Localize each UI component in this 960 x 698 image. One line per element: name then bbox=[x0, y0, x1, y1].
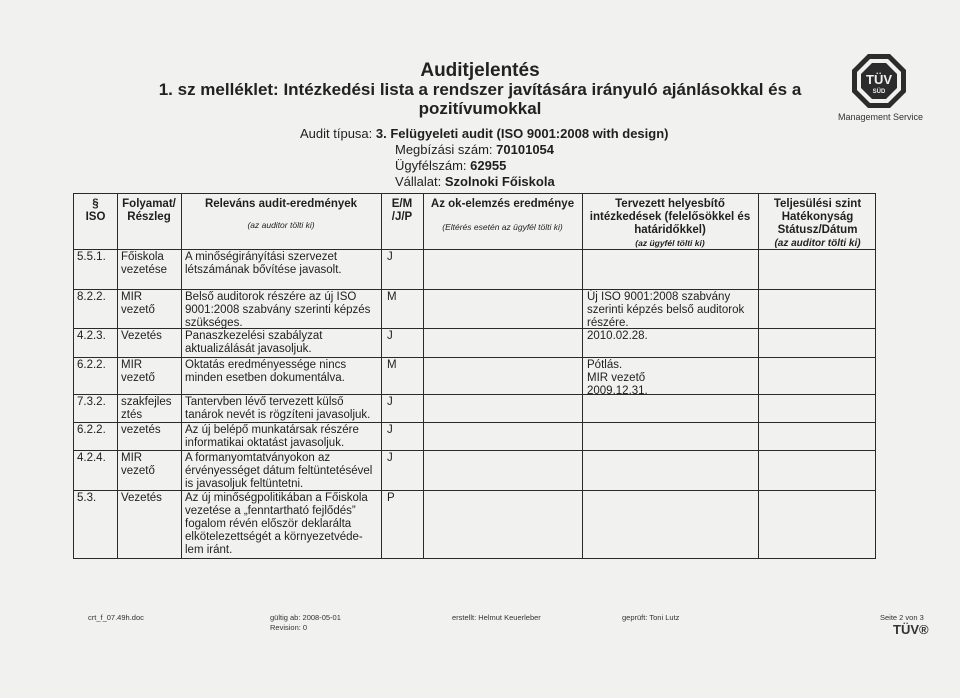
row-finding-line: minden esetben dokumentálva. bbox=[185, 372, 345, 384]
row-process-line: MIR bbox=[121, 359, 143, 371]
logo-sub: SÜD bbox=[872, 89, 886, 95]
company-label: Vállalat: bbox=[395, 174, 442, 189]
row-planned-action-line: részére. bbox=[587, 317, 629, 329]
row-process-line: Főiskola bbox=[121, 251, 164, 263]
row-planned-action-line: 2009.12.31. bbox=[587, 385, 648, 397]
header-cause-note: (Eltérés esetén az ügyfél tölti ki) bbox=[442, 222, 563, 232]
row-finding-line: elkötelezettségét a környezetvéde- bbox=[185, 531, 363, 543]
row-finding bbox=[185, 359, 381, 385]
row-finding bbox=[185, 291, 381, 330]
row-process-line: vezető bbox=[121, 465, 155, 477]
case-label: Ügyfélszám: bbox=[395, 158, 467, 173]
header-cause: Az ok-elemzés eredménye bbox=[430, 198, 575, 210]
row-finding bbox=[185, 396, 381, 422]
audit-type-value: 3. Felügyeleti audit (ISO 9001:2008 with design) bbox=[375, 126, 669, 141]
row-em-code: M bbox=[387, 359, 397, 371]
row-finding-line: Oktatás eredményessége nincs bbox=[185, 359, 347, 371]
row-em-code: M bbox=[387, 291, 397, 303]
footer-checked: geprüft: Toni Lutz bbox=[622, 613, 680, 622]
row-em-code: J bbox=[387, 452, 393, 464]
row-finding-line: Az új minőségpolitikában a Főiskola bbox=[185, 492, 368, 504]
header-findings: Releváns audit-eredmények bbox=[204, 198, 358, 210]
row-em-code: J bbox=[387, 251, 393, 263]
row-finding-line: Tantervben lévő tervezett külső bbox=[185, 396, 344, 408]
header-planned: Tervezett helyesbítő intézkedések (felelősökkel és határidőkkel) (az ügyfél tölti ki) bbox=[582, 198, 758, 250]
company-value: Szolnoki Főiskola bbox=[444, 174, 555, 189]
row-process-line: vezető bbox=[121, 304, 155, 316]
audit-type-label: Audit típusa: bbox=[300, 126, 373, 141]
case-value: 62955 bbox=[470, 158, 507, 173]
row-planned-action-line: Pótlás. bbox=[587, 359, 623, 371]
row-finding-line: informatikai oktatást javasoljuk. bbox=[185, 437, 345, 449]
row-finding-line: fogalom révén először deklarálta bbox=[185, 518, 352, 530]
header-findings-note: (az auditor tölti ki) bbox=[247, 220, 315, 230]
row-finding-line: létszámának bővítése javasolt. bbox=[185, 264, 342, 276]
row-iso-clause: 4.2.4. bbox=[77, 452, 106, 464]
row-finding-line: érvényességet dátum feltüntetésével bbox=[185, 465, 373, 477]
row-finding-line: vezetése a „fenntartható fejlődés” bbox=[185, 505, 356, 517]
report-title: Auditjelentés bbox=[420, 60, 540, 81]
row-process-line: MIR bbox=[121, 291, 143, 303]
row-process bbox=[121, 492, 181, 505]
footer-created: erstellt: Helmut Keuerleber bbox=[452, 613, 541, 622]
row-process bbox=[121, 359, 181, 385]
row-finding bbox=[185, 452, 381, 491]
row-process-line: MIR bbox=[121, 452, 143, 464]
row-em-code: J bbox=[387, 424, 393, 436]
row-finding-line: Az új belépő munkatársak részére bbox=[185, 424, 359, 436]
row-finding-line: Belső auditorok részére az új ISO bbox=[185, 291, 357, 303]
row-finding-line: 9001:2008 szabvány szerinti képzés bbox=[185, 304, 371, 316]
header-planned-note: (az ügyfél tölti ki) bbox=[635, 238, 705, 248]
row-process bbox=[121, 424, 181, 437]
row-process bbox=[121, 291, 181, 317]
audit-info bbox=[300, 126, 669, 190]
row-finding-line: aktualizálását javasoljuk. bbox=[185, 343, 312, 355]
footer-validity: gültig ab: 2008-05-01 Revision: 0 bbox=[270, 613, 341, 632]
section-symbol: § bbox=[92, 198, 99, 210]
row-process-line: Vezetés bbox=[121, 330, 162, 342]
row-finding-line: tanárok nevét is rögzíteni javasoljuk. bbox=[185, 409, 371, 421]
row-iso-clause: 6.2.2. bbox=[77, 424, 106, 436]
report-subtitle-line-2: pozitívumokkal bbox=[418, 99, 542, 118]
row-planned-action-line: szerinti képzés belső auditorok bbox=[587, 304, 745, 316]
row-process-line: Vezetés bbox=[121, 492, 162, 504]
row-em-code: J bbox=[387, 396, 393, 408]
row-process-line: vezetése bbox=[121, 264, 168, 276]
header-process: Folyamat/ Részleg bbox=[122, 198, 176, 223]
row-planned-action bbox=[587, 291, 757, 343]
header-em: E/M /J/P bbox=[391, 198, 413, 223]
order-value: 70101054 bbox=[496, 142, 555, 157]
row-iso-clause: 6.2.2. bbox=[77, 359, 106, 371]
tuv-logo-icon bbox=[848, 50, 910, 112]
row-process bbox=[121, 251, 181, 277]
row-finding-line: szükséges. bbox=[185, 317, 243, 329]
header-iso: § ISO bbox=[74, 198, 117, 224]
row-finding bbox=[185, 330, 381, 356]
row-iso-clause: 7.3.2. bbox=[77, 396, 106, 408]
footer-file: crt_f_07.49h.doc bbox=[88, 613, 144, 622]
row-em-code: P bbox=[387, 492, 395, 504]
row-finding-line: A formanyomtatványokon az bbox=[185, 452, 331, 464]
row-finding-line: Panaszkezelési szabályzat bbox=[185, 330, 323, 342]
row-process-line: vezetés bbox=[121, 424, 161, 436]
row-em-code: J bbox=[387, 330, 393, 342]
row-process bbox=[121, 452, 181, 478]
row-finding bbox=[185, 492, 381, 557]
row-finding-line: A minőségirányítási szervezet bbox=[185, 251, 338, 263]
row-iso-clause: 8.2.2. bbox=[77, 291, 106, 303]
row-iso-clause: 4.2.3. bbox=[77, 330, 106, 342]
row-finding bbox=[185, 251, 381, 277]
row-process bbox=[121, 330, 181, 343]
logo-caption: Management Service bbox=[838, 112, 924, 122]
row-process bbox=[121, 396, 181, 422]
row-finding-line: lem iránt. bbox=[185, 544, 233, 556]
row-planned-action-line: 2010.02.28. bbox=[587, 330, 648, 342]
row-process-line: szakfejles bbox=[121, 396, 172, 408]
logo-brand: TÜV bbox=[866, 72, 892, 87]
row-planned-action-line: Új ISO 9001:2008 szabvány bbox=[587, 291, 731, 303]
row-iso-clause: 5.5.1. bbox=[77, 251, 106, 263]
footer-brand: TÜV® bbox=[893, 622, 929, 637]
row-iso-clause: 5.3. bbox=[77, 492, 97, 504]
report-subtitle-line-1: 1. sz melléklet: Intézkedési lista a rendszer javítására irányuló ajánlásokkal és a bbox=[158, 80, 802, 99]
order-label: Megbízási szám: bbox=[395, 142, 493, 157]
row-planned-action-line: MIR vezető bbox=[587, 372, 646, 384]
footer-page: Seite 2 von 3 bbox=[880, 613, 924, 622]
row-finding bbox=[185, 424, 381, 450]
header-status-note: (az auditor tölti ki) bbox=[774, 238, 861, 249]
row-planned-action bbox=[587, 359, 757, 398]
row-process-line: ztés bbox=[121, 409, 143, 421]
action-list-table bbox=[73, 193, 876, 559]
row-finding-line: is javasoljuk feltüntetni. bbox=[185, 478, 304, 490]
header-status: Teljesülési szint Hatékonyság Státusz/Dátum (az auditor tölti ki) bbox=[758, 198, 877, 250]
row-process-line: vezető bbox=[121, 372, 155, 384]
